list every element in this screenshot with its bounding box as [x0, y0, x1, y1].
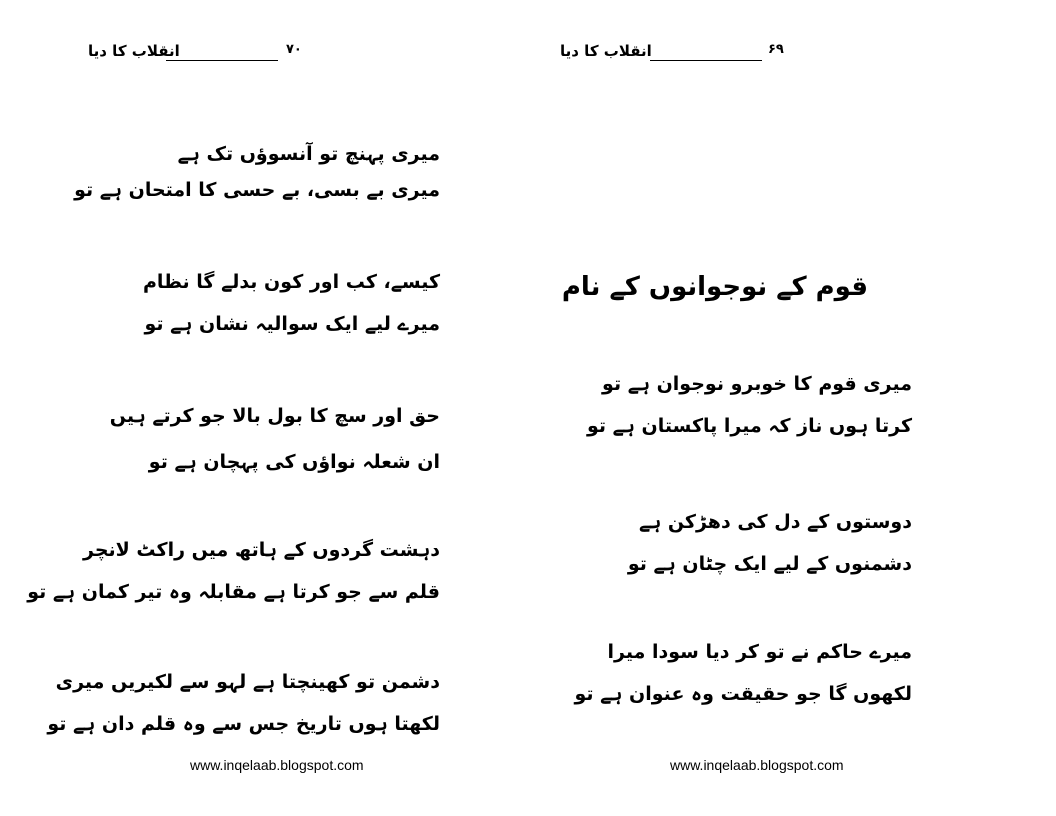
verse-line: میری پہنچ تو آنسوؤں تک ہے — [177, 143, 440, 165]
footer-url: www.inqelaab.blogspot.com — [670, 757, 844, 773]
right-page-header — [560, 42, 790, 66]
verse-line: میرے حاکم نے تو کر دیا سودا میرا — [607, 641, 912, 663]
page-number: ۶۹ — [768, 42, 784, 57]
verse-line: دوستوں کے دل کی دھڑکن ہے — [638, 511, 912, 533]
verse-line: قلم سے جو کرتا ہے مقابلہ وہ تیر کمان ہے تو — [27, 581, 440, 603]
verse-line: کرتا ہوں ناز کہ میرا پاکستان ہے تو — [586, 415, 912, 437]
verse-line: لکھتا ہوں تاریخ جس سے وہ قلم دان ہے تو — [47, 713, 440, 735]
left-page-header — [88, 42, 308, 66]
verse-line: حق اور سچ کا بول بالا جو کرتے ہیں — [109, 405, 440, 427]
verse-line: ان شعلہ نواؤں کی پہچان ہے تو — [148, 451, 440, 473]
verse-line: میری قوم کا خوبرو نوجوان ہے تو — [602, 373, 912, 395]
page-number: ۷۰ — [286, 42, 302, 57]
verse-line: کیسے، کب اور کون بدلے گا نظام — [142, 271, 440, 293]
verse-line: میرے لیے ایک سوالیہ نشان ہے تو — [144, 313, 440, 335]
header-rule — [166, 60, 278, 61]
verse-line: لکھوں گا جو حقیقت وہ عنوان ہے تو — [574, 683, 912, 705]
book-title: انقلاب کا دیا — [88, 42, 180, 60]
footer-url: www.inqelaab.blogspot.com — [190, 757, 364, 773]
verse-line: میری بے بسی، بے حسی کا امتحان ہے تو — [74, 179, 440, 201]
right-page — [528, 0, 1056, 816]
book-title: انقلاب کا دیا — [560, 42, 652, 60]
verse-line: دشمن تو کھینچتا ہے لہو سے لکیریں میری — [55, 671, 440, 693]
verse-line: دشمنوں کے لیے ایک چٹان ہے تو — [627, 553, 912, 575]
verse-line: دہشت گردوں کے ہاتھ میں راکٹ لانچر — [83, 539, 440, 561]
poem-title: قوم کے نوجوانوں کے نام — [561, 272, 868, 302]
header-rule — [650, 60, 762, 61]
